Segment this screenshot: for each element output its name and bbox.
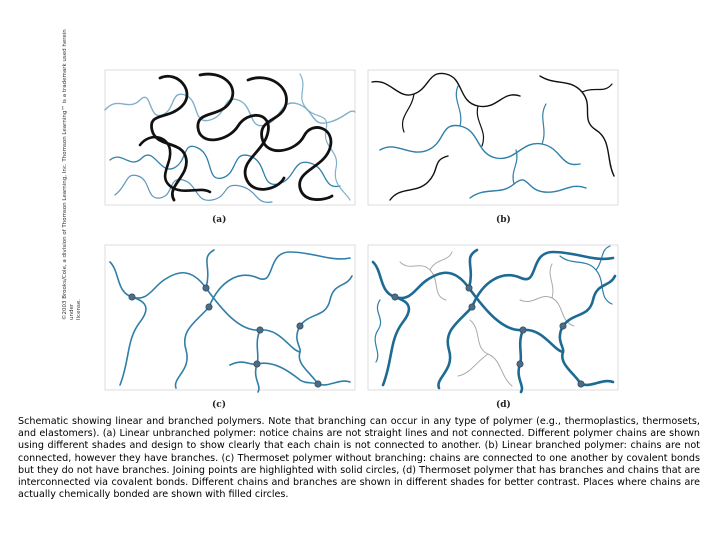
- network-chain-5: [472, 252, 613, 307]
- credit-line-1: ©2003 Brooks/Cole, a division of Thomson Learning, Inc. Thomson Learning™ is a trademark used herein under: [62, 29, 75, 320]
- crosslink-node: [466, 285, 472, 291]
- branch-2b: [542, 104, 546, 144]
- panel-b-label: (b): [496, 215, 511, 225]
- crosslink-node: [469, 304, 475, 310]
- panel-d-label: (d): [496, 400, 511, 410]
- chain-light-4: [300, 74, 350, 200]
- network-chain-8: [560, 326, 613, 385]
- panel-b: [368, 70, 618, 225]
- chain-black-3: [248, 78, 332, 200]
- network-chain-8: [300, 276, 352, 326]
- branch-blue-2: [560, 256, 612, 304]
- network-chain-3: [206, 250, 214, 288]
- branch-gray-3: [470, 320, 512, 386]
- crosslink-node: [129, 294, 135, 300]
- figure-caption: Schematic showing linear and branched polymers. Note that branching can occur in any type of polymer (e.g., thermoplastics, thermosets, and elastomers). (a) Linear unbranched polymer: notice chains are not straight lines and not connected. Different polymer chains are shown using different shades and design to show clearly that each chain is not connected to another. (b) Linear branched polymer: chains are not connected, however they have branches. (c) Thermoset polymer without branching: chains are connected to one another by covalent bonds but they do not have branches. Joining points are highlighted with solid circles, (d) Thermoset polymer that has branches and chains that are interconnected via covalent bonds. Different chains and branches are shown in different shades for better contrast. Places where chains are actually chemically bonded are shown with filled circles.: [18, 416, 700, 501]
- crosslink-node: [560, 323, 566, 329]
- panel-c-label: (c): [212, 400, 226, 410]
- network-chain-1: [373, 262, 563, 352]
- network-chain-5: [209, 252, 350, 307]
- chain-black-2: [198, 74, 284, 189]
- network-chain-4: [438, 307, 472, 388]
- chain-light-1: [105, 94, 355, 125]
- branch-2a: [456, 86, 461, 126]
- branch-1b: [477, 106, 483, 146]
- branch-gray-4: [458, 354, 488, 376]
- branched-chain-3: [540, 76, 614, 176]
- credit-line-2: license.: [76, 299, 82, 320]
- crosslink-node: [206, 304, 212, 310]
- network-chain-1: [110, 262, 300, 352]
- crosslink-node: [520, 327, 526, 333]
- panel-d: [368, 245, 618, 410]
- branch-blue-1: [375, 300, 380, 362]
- branched-chain-1: [372, 73, 520, 106]
- panel-a: [105, 70, 355, 225]
- network-chain-4: [175, 307, 209, 388]
- branched-chain-2: [380, 125, 580, 164]
- branch-gray-6: [550, 264, 553, 298]
- crosslink-node: [315, 381, 321, 387]
- branch-gray-1: [400, 262, 446, 300]
- crosslink-node: [578, 381, 584, 387]
- panel-c: [105, 245, 355, 410]
- network-chain-2: [383, 297, 409, 385]
- branched-chain-4: [390, 156, 448, 200]
- branched-chain-5: [470, 180, 586, 198]
- crosslink-node: [203, 285, 209, 291]
- branch-gray-2: [430, 252, 452, 270]
- branch-3a: [582, 84, 612, 92]
- chain-light-3: [115, 175, 272, 202]
- crosslink-node: [517, 361, 523, 367]
- panel-a-frame: [105, 70, 355, 205]
- panel-a-label: (a): [212, 215, 227, 225]
- network-chain-9: [297, 326, 350, 385]
- crosslink-node: [257, 327, 263, 333]
- network-chain-3: [469, 250, 477, 288]
- crosslink-node: [297, 323, 303, 329]
- copyright-credit: [62, 20, 92, 320]
- network-chain-7: [230, 362, 318, 384]
- network-chain-2: [120, 297, 146, 385]
- crosslink-node: [392, 294, 398, 300]
- crosslink-node: [254, 361, 260, 367]
- branch-1a: [403, 94, 414, 132]
